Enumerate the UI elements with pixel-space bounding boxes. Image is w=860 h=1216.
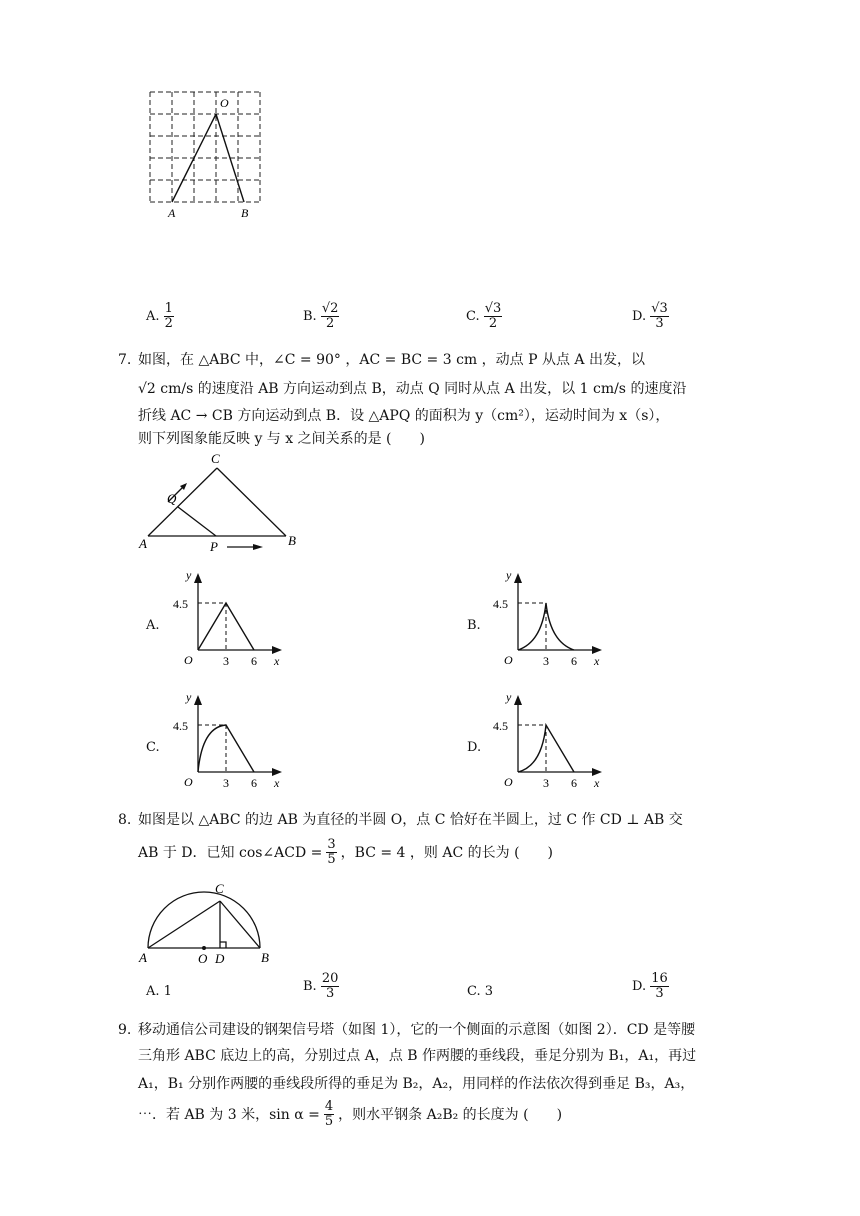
q8-line1: 如图是以 △ABC 的边 AB 为直径的半圆 O，点 C 恰好在半圆上，过 C 作 CD ⊥ AB 交: [138, 812, 683, 828]
q7-label-p: P: [210, 539, 218, 554]
q8-label-o: O: [198, 951, 208, 966]
q7-label-a: A: [139, 536, 147, 551]
y-axis-arrow: [514, 573, 522, 583]
q7-line2: √2 cm/s 的速度沿 AB 方向运动到点 B，动点 Q 同时从点 A 出发，以 1 cm/s 的速度沿: [138, 381, 687, 397]
origin-label: O: [184, 653, 193, 667]
origin-label: O: [504, 775, 513, 789]
x-label: x: [594, 654, 600, 668]
y-label: y: [506, 690, 512, 704]
q7-option-d-letter: D.: [467, 740, 482, 755]
q6-option-c: C. $\frac{√3}{2}$: [466, 301, 502, 331]
q7-graph-d: [488, 687, 608, 792]
q7-number: 7.: [118, 352, 132, 368]
x-label: x: [274, 776, 280, 790]
y-axis-arrow: [194, 695, 202, 705]
q7-graph-b: [488, 565, 608, 670]
origin-label: O: [184, 775, 193, 789]
q6-option-d: D. $\frac{√3}{3}$: [632, 301, 668, 331]
q7-graph-a: [168, 565, 288, 670]
y-label: y: [506, 568, 512, 582]
tick-6: 6: [571, 654, 577, 668]
label-o: O: [220, 96, 229, 110]
tick-6: 6: [251, 776, 257, 790]
grid-triangle-figure: [140, 85, 270, 225]
tick-3: 3: [543, 776, 549, 790]
q7-label-q: Q: [167, 491, 177, 506]
q7-graph-c: [168, 687, 288, 792]
x-axis-arrow: [592, 768, 602, 776]
q7-triangle-figure: [135, 450, 310, 555]
q8-semicircle-figure: [135, 873, 280, 968]
q9-line2: 三角形 ABC 底边上的高，分别过点 A，点 B 作两腰的垂线段，垂足分别为 B₁，A₁，再过: [138, 1048, 697, 1064]
x-label: x: [274, 654, 280, 668]
q8-label-a: A: [139, 950, 147, 965]
y-axis-arrow: [194, 573, 202, 583]
q8-line2: AB 于 D．已知 cos∠ACD = $\frac{3}{5}$ ，BC = 4 ，则 AC 的长为 ( ): [138, 837, 554, 867]
tick-3: 3: [223, 654, 229, 668]
q7-option-a-letter: A.: [146, 618, 160, 633]
q8-number: 8.: [118, 812, 132, 828]
q7-line1: 如图，在 △ABC 中，∠C = 90° ，AC = BC = 3 cm ，动点 P 从点 A 出发，以: [138, 352, 645, 368]
q6-option-a: A. $\frac{1}{2}$: [146, 301, 173, 331]
peak-label: 4.5: [493, 597, 508, 611]
y-label: y: [186, 568, 192, 582]
q7-label-b: B: [288, 533, 296, 548]
y-label: y: [186, 690, 192, 704]
q8-option-c: C. 3: [467, 984, 494, 999]
origin-label: O: [504, 653, 513, 667]
q8-option-a: A. 1: [146, 984, 172, 999]
q9-line4: ⋯．若 AB 为 3 米，sin α = $\frac{4}{5}$ ，则水平钢条 A₂B₂ 的长度为 ( ): [138, 1099, 563, 1129]
q9-line1: 移动通信公司建设的钢架信号塔（如图 1），它的一个侧面的示意图（如图 2）．CD 是等腰: [138, 1022, 696, 1038]
label-b: B: [241, 206, 249, 220]
peak-label: 4.5: [173, 719, 188, 733]
q8-label-c: C: [215, 881, 224, 896]
y-axis-arrow: [514, 695, 522, 705]
q7-line3: 折线 AC → CB 方向运动到点 B．设 △APQ 的面积为 y（cm²），运动时间为 x（s），: [138, 408, 670, 424]
peak-label: 4.5: [173, 597, 188, 611]
q8-option-d: D. $\frac{16}{3}$: [632, 971, 668, 1001]
tick-6: 6: [251, 654, 257, 668]
q7-label-c: C: [211, 451, 220, 466]
q8-label-d: D: [215, 951, 225, 966]
x-label: x: [594, 776, 600, 790]
tick-6: 6: [571, 776, 577, 790]
peak-label: 4.5: [493, 719, 508, 733]
tick-3: 3: [223, 776, 229, 790]
q8-label-b: B: [261, 950, 269, 965]
q9-line3: A₁，B₁ 分别作两腰的垂线段所得的垂足为 B₂，A₂，用同样的作法依次得到垂足 B₃，A₃，: [138, 1076, 695, 1092]
q7-option-b-letter: B.: [467, 618, 481, 633]
x-axis-arrow: [272, 768, 282, 776]
tick-3: 3: [543, 654, 549, 668]
q6-option-b: B. $\frac{√2}{2}$: [303, 301, 339, 331]
x-axis-arrow: [592, 646, 602, 654]
q7-option-c-letter: C.: [146, 740, 160, 755]
q7-line4: 则下列图象能反映 y 与 x 之间关系的是 ( ): [138, 431, 425, 447]
q8-option-b: B. $\frac{20}{3}$: [303, 971, 339, 1001]
q9-number: 9.: [118, 1022, 132, 1038]
x-axis-arrow: [272, 646, 282, 654]
label-a: A: [168, 206, 176, 220]
